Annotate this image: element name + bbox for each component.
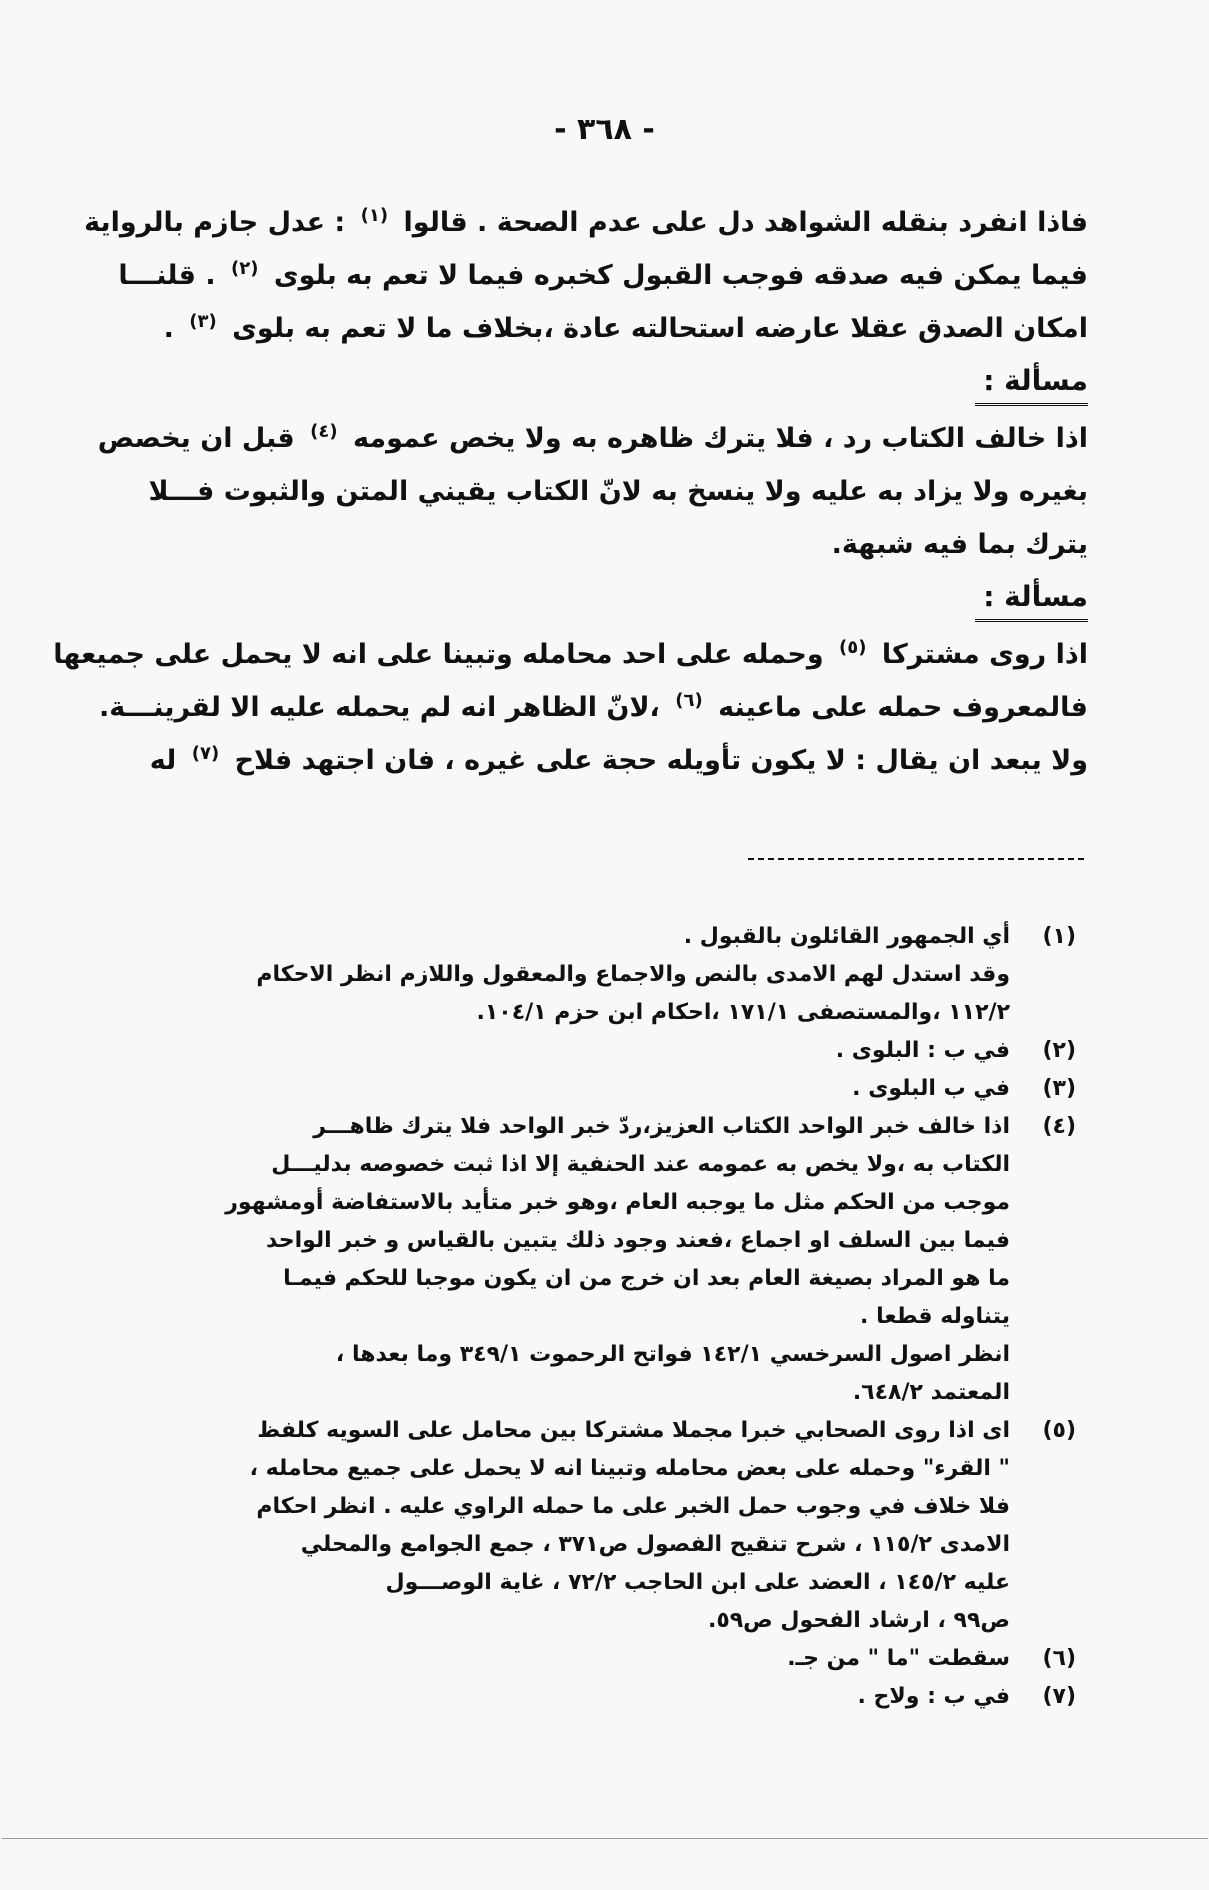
footnote-line: في ب : ولاح . (857, 1684, 1010, 1709)
scan-edge-line (2, 1838, 1208, 1839)
footnote-line: موجب من الحكم مثل ما يوجبه العام ،وهو خبر متأيد بالاستفاضة أومشهور (225, 1190, 1010, 1215)
text-line: فاذا انفرد بنقله الشواهد دل على عدم الصحة . قالوا $^{(١)}$ : عدل جازم بالرواية (84, 205, 1088, 238)
text-line: اذا روى مشتركا $^{(٥)}$ وحمله على احد محامله وتبينا على انه لا يحمل على جميعها (53, 637, 1088, 670)
footnote-line: عليه ١٤٥/٢ ، العضد على ابن الحاجب ٧٢/٢ ، غاية الوصـــول (385, 1570, 1010, 1595)
section-heading: مسألة : (975, 575, 1088, 622)
footnote-line: في ب البلوى . (852, 1076, 1010, 1101)
footnote-number: (٣) (1042, 1076, 1076, 1101)
footnote-separator (748, 858, 1084, 860)
section-heading: مسألة : (975, 359, 1088, 406)
text-line: ولا يبعد ان يقال : لا يكون تأويله حجة على غيره ، فان اجتهد فلاح $^{(٧)}$ له (149, 743, 1088, 776)
footnote-line: انظر اصول السرخسي ١٤٢/١ فواتح الرحموت ٣٤٩/١ وما بعدها ، (335, 1342, 1010, 1367)
text-line: فالمعروف حمله على ماعينه $^{(٦)}$ ،لانّ الظاهر انه لم يحمله عليه الا لقرينـــة. (99, 690, 1088, 723)
footnote-line: الكتاب به ،ولا يخص به عمومه عند الحنفية إلا اذا ثبت خصوصه بدليـــل (271, 1152, 1010, 1177)
footnote-item (156, 1412, 1076, 1640)
footnote-number: (٤) (1042, 1114, 1076, 1139)
footnotes (156, 918, 1076, 1716)
footnote-line: المعتمد ٦٤٨/٢. (852, 1380, 1010, 1405)
footnote-line: اذا خالف خبر الواحد الكتاب العزيز،ردّ خبر الواحد فلا يترك ظاهـــر (313, 1114, 1010, 1139)
footnote-reference: (٣) (189, 311, 217, 332)
footnote-reference: (٥) (839, 637, 867, 658)
footnote-item (156, 918, 1076, 1032)
footnote-item (156, 1070, 1076, 1108)
footnote-line: الامدى ١١٥/٢ ، شرح تنقيح الفصول ص٣٧١ ، جمع الجوامع والمحلي (300, 1532, 1010, 1557)
footnote-line: أي الجمهور القائلون بالقبول . (683, 924, 1010, 949)
footnote-reference: (٢) (231, 258, 259, 279)
footnote-item (156, 1108, 1076, 1412)
footnote-number: (٦) (1042, 1646, 1076, 1671)
footnote-item (156, 1678, 1076, 1716)
footnote-item (156, 1032, 1076, 1070)
footnote-line: وقد استدل لهم الامدى بالنص والاجماع والمعقول واللازم انظر الاحكام (256, 962, 1010, 987)
footnote-line: " القرء" وحمله على بعض محامله وتبينا انه لا يحمل على جميع محامله ، (249, 1456, 1010, 1481)
footnote-line: فلا خلاف في وجوب حمل الخبر على ما حمله الراوي عليه . انظر احكام (256, 1494, 1010, 1519)
text-line: بغيره ولا يزاد به عليه ولا ينسخ به لانّ الكتاب يقيني المتن والثبوت فـــلا (148, 476, 1088, 507)
footnote-line: ص٩٩ ، ارشاد الفحول ص٥٩. (707, 1608, 1010, 1633)
footnote-number: (٥) (1042, 1418, 1076, 1443)
footnote-item (156, 1640, 1076, 1678)
footnote-line: يتناوله قطعا . (860, 1304, 1010, 1329)
page-number: - ٣٦٨ - (554, 112, 655, 147)
footnote-reference: (١) (360, 205, 389, 226)
footnote-line: اى اذا روى الصحابي خبرا مجملا مشتركا بين محامل على السويه كلفظ (257, 1418, 1010, 1443)
footnote-reference: (٦) (675, 690, 703, 711)
footnote-line: فيما بين السلف او اجماع ،فعند وجود ذلك يتبين بالقياس و خبر الواحد (266, 1228, 1010, 1253)
footnote-reference: (٤) (310, 421, 338, 442)
footnote-number: (٢) (1042, 1038, 1076, 1063)
text-line: يترك بما فيه شبهة. (831, 529, 1088, 560)
text-line: فيما يمكن فيه صدقه فوجب القبول كخبره فيما لا تعم به بلوى $^{(٢)}$ . قلنـــا (118, 258, 1088, 291)
footnote-line: في ب : البلوى . (835, 1038, 1010, 1063)
text-line: اذا خالف الكتاب رد ، فلا يترك ظاهره به ولا يخص عمومه $^{(٤)}$ قبل ان يخصص (97, 421, 1088, 454)
footnote-number: (٧) (1042, 1684, 1076, 1709)
footnote-line: سقطت "ما " من جـ. (787, 1646, 1010, 1671)
main-text (53, 196, 1088, 787)
footnote-number: (١) (1042, 924, 1076, 949)
text-line: امكان الصدق عقلا عارضه استحالته عادة ،بخلاف ما لا تعم به بلوى $^{(٣)}$ . (163, 311, 1088, 344)
footnote-line: ١١٢/٢ ،والمستصفى ١٧١/١ ،احكام ابن حزم ١٠٤/١. (476, 1000, 1010, 1025)
footnote-line: ما هو المراد بصيغة العام بعد ان خرج من ان يكون موجبا للحكم فيمـا (283, 1266, 1010, 1291)
footnote-reference: (٧) (191, 743, 220, 764)
